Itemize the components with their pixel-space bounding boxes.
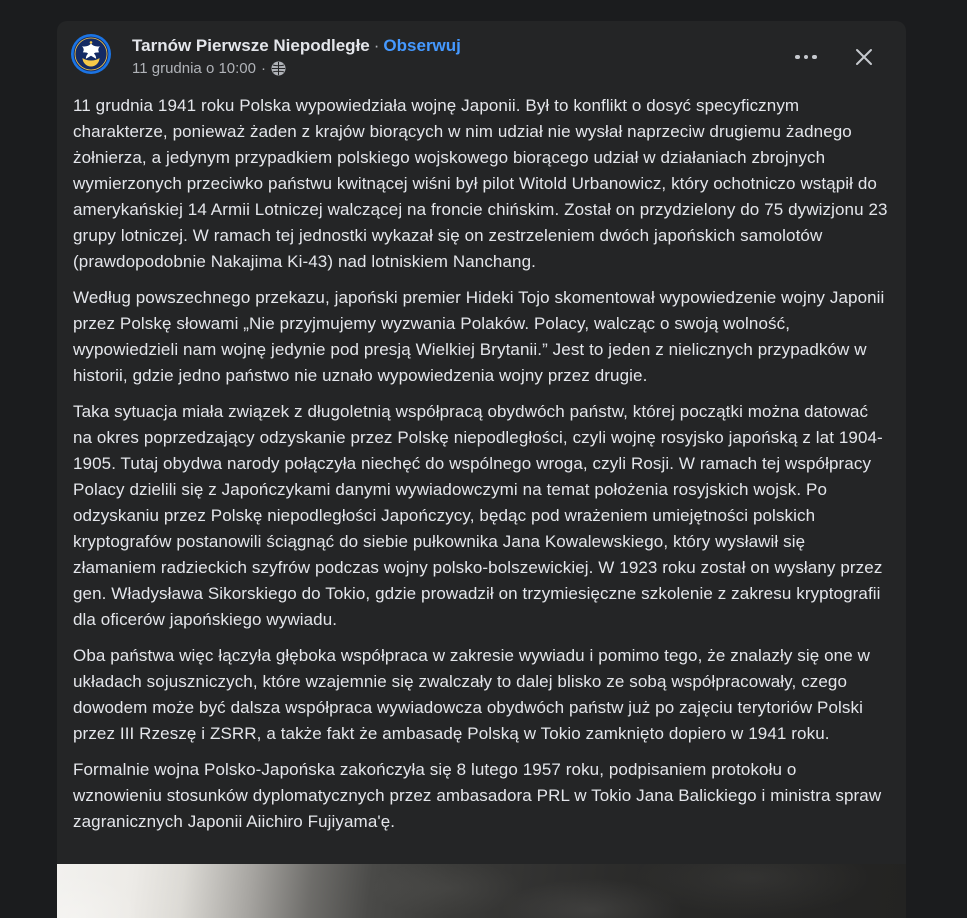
author-line: [132, 35, 461, 56]
header-actions: [788, 39, 882, 75]
follow-button[interactable]: Obserwuj: [383, 36, 461, 55]
ellipsis-icon: [795, 55, 817, 60]
author-name[interactable]: Tarnów Pierwsze Niepodległe: [132, 36, 370, 55]
time-line: [132, 59, 461, 78]
header-meta: [132, 34, 461, 78]
timestamp-separator: ·: [261, 60, 266, 77]
post-paragraph: Taka sytuacja miała związek z długoletnią współpracą obydwóch państw, której początki można datować na okres poprzedzający odzyskanie przez Polskę niepodległości, czyli wojnę rosyjsko japońską z lat 1904-1905. Tutaj obydwa narody połączyła niechęć do wspólnego wroga, czyli Rosji. W ramach tej współpracy Polacy dzielili się z Japończykami danymi wywiadowczymi na temat położenia rosyjskich wojsk. Po odzyskaniu przez Polskę niepodległości Japończycy, będąc pod wrażeniem umiejętności polskich kryptografów postanowili ściągnąć do siebie pułkownika Jana Kowalewskiego, który wysławił się złamaniem radzieckich szyfrów podczas wojny polsko-bolszewickiej. W 1923 roku został on wysłany przez gen. Władysława Sikorskiego do Tokio, gdzie prowadził on trzymiesięczne szkolenie z zakresu kryptografii dla oficerów japońskiego wywiadu.: [73, 402, 883, 629]
close-icon: [853, 46, 875, 68]
post-header: [57, 21, 906, 86]
post-card: [57, 21, 906, 918]
more-options-button[interactable]: [788, 39, 824, 75]
author-separator: ·: [373, 36, 380, 55]
post-paragraph: 11 grudnia 1941 roku Polska wypowiedziała wojnę Japonii. Był to konflikt o dosyć specyficznym charakterze, ponieważ żaden z krajów biorących w nim udział nie wysłał naprzeciw drugiemu żadnego żołnierza, a jedynym przypadkiem polskiego wojskowego biorącego udział w działaniach zbrojnych wymierzonych przeciwko państwu kwitnącej wiśni był pilot Witold Urbanowicz, który ochotniczo wstąpił do amerykańskiej 14 Armii Lotniczej walczącej na froncie chińskim. Został on przydzielony do 75 dywizjonu 23 grupy lotniczej. W ramach tej jednostki wykazał się on zestrzeleniem dwóch japońskich samolotów (prawdopodobnie Nakajima Ki-43) nad lotniskiem Nanchang.: [73, 96, 888, 271]
tarnow-crest-icon: [71, 34, 111, 74]
post-photo[interactable]: [57, 864, 906, 918]
post-text: [57, 86, 906, 835]
post-paragraph: Oba państwa więc łączyła głęboka współpraca w zakresie wywiadu i pomimo tego, że znalazły się one w układach sojuszniczych, które wzajemnie się zwalczały to dalej blisko ze sobą współpracowały, czego dowodem może być dalsza współpraca wywiadowcza obydwóch państw już po zajęciu terytoriów Polski przez III Rzeszę i ZSRR, a także fakt że ambasadę Polską w Tokio zamknięto dopiero w 1941 roku.: [73, 646, 870, 743]
timestamp[interactable]: 11 grudnia o 10:00: [132, 60, 256, 77]
post-paragraph: Formalnie wojna Polsko-Japońska zakończyła się 8 lutego 1957 roku, podpisaniem protokołu o wznowieniu stosunków dyplomatycznych przez ambasadora PRL w Tokio Jana Balickiego i ministra spraw zagranicznych Japonii Aiichiro Fujiyama'ę.: [73, 760, 882, 831]
close-button[interactable]: [846, 39, 882, 75]
post-paragraph: Według powszechnego przekazu, japoński premier Hideki Tojo skomentował wypowiedzenie wojny Japonii przez Polskę słowami „Nie przyjmujemy wyzwania Polaków. Polacy, walcząc o swoją wolność, wypowiedzieli nam wojnę jedynie pod presją Wielkiej Brytanii.” Jest to jeden z nielicznych przypadków w historii, gdzie jedno państwo nie uznało wypowiedzenia wojny przez drugie.: [73, 288, 885, 385]
globe-public-icon: [271, 61, 286, 76]
avatar[interactable]: [71, 34, 111, 74]
